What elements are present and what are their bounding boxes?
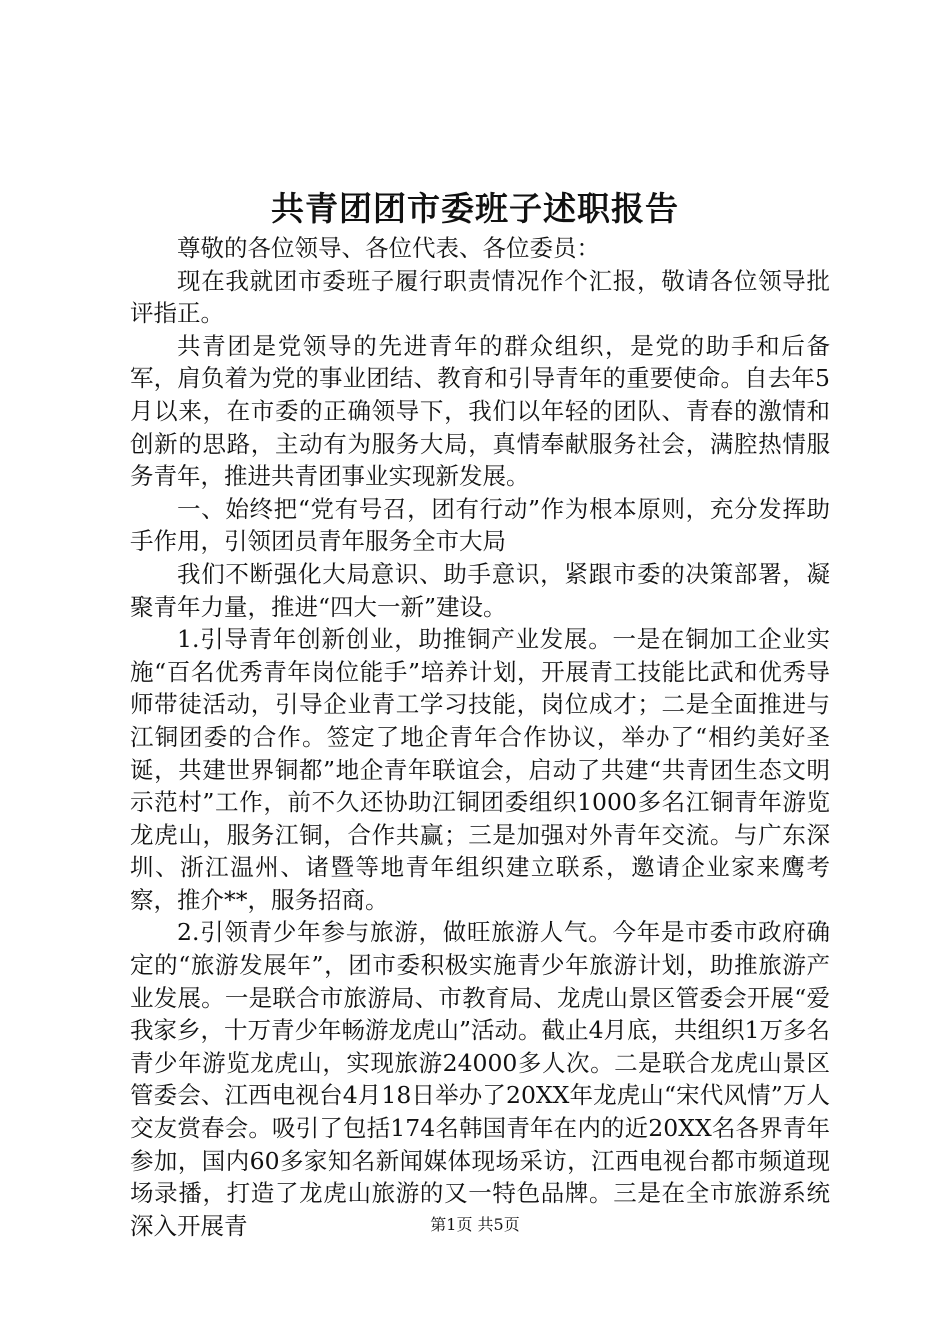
salutation-paragraph: 尊敬的各位领导、各位代表、各位委员： (177, 234, 600, 262)
document-body (130, 232, 830, 1242)
page-footer (0, 1215, 950, 1235)
document-title: 共青团团市委班子述职报告 (271, 189, 679, 228)
intro-paragraph: 共青团是党领导的先进青年的群众组织，是党的助手和后备军，肩负着为党的事业团结、教育和引导青年的重要使命。自去年5月以来，在市委的正确领导下，我们以年轻的团队、青春的激情和创新的思路，主动有为服务大局，真情奉献服务社会，满腔热情服务青年，推进共青团事业实现新发展。 (130, 331, 830, 491)
item-paragraph-1: 1.引导青年创新创业，助推铜产业发展。一是在铜加工企业实施“百名优秀青年岗位能手”培养计划，开展青工技能比武和优秀导师带徒活动，引导企业青工学习技能，岗位成才；二是全面推进与江铜团委的合作。签定了地企青年合作协议，举办了“相约美好圣诞，共建世界铜都”地企青年联谊会，启动了共建“共青团生态文明示范村”工作，前不久还协助江铜团委组织1000多名江铜青年游览龙虎山，服务江铜，合作共赢；三是加强对外青年交流。与广东深圳、浙江温州、诸暨等地青年组织建立联系，邀请企业家来鹰考察，推介**，服务招商。 (130, 625, 830, 914)
item-paragraph-2: 2.引领青少年参与旅游，做旺旅游人气。今年是市委市政府确定的“旅游发展年”，团市委积极实施青少年旅游计划，助推旅游产业发展。一是联合市旅游局、市教育局、龙虎山景区管委会开展“爱我家乡，十万青少年畅游龙虎山”活动。截止4月底，共组织1万多名青少年游览龙虎山，实现旅游24000多人次。二是联合龙虎山景区管委会、江西电视台4月18日举办了20XX年龙虎山“宋代风情”万人交友赏春会。吸引了包括174名韩国青年在内的近20XX名各界青年参加，国内60多家知名新闻媒体现场采访，江西电视台都市频道现场录播，打造了龙虎山旅游的又一特色品牌。三是在全市旅游系统深入开展青 (130, 918, 830, 1240)
opening-paragraph: 现在我就团市委班子履行职责情况作个汇报，敬请各位领导批评指正。 (130, 266, 830, 328)
section-intro-paragraph: 我们不断强化大局意识、助手意识，紧跟市委的决策部署，凝聚青年力量，推进“四大一新”建设。 (130, 559, 830, 621)
section-heading-1: 一、始终把“党有号召，团有行动”作为根本原则，充分发挥助手作用，引领团员青年服务全市大局 (130, 494, 830, 556)
page-indicator: 第1页 共5页 (430, 1215, 520, 1234)
